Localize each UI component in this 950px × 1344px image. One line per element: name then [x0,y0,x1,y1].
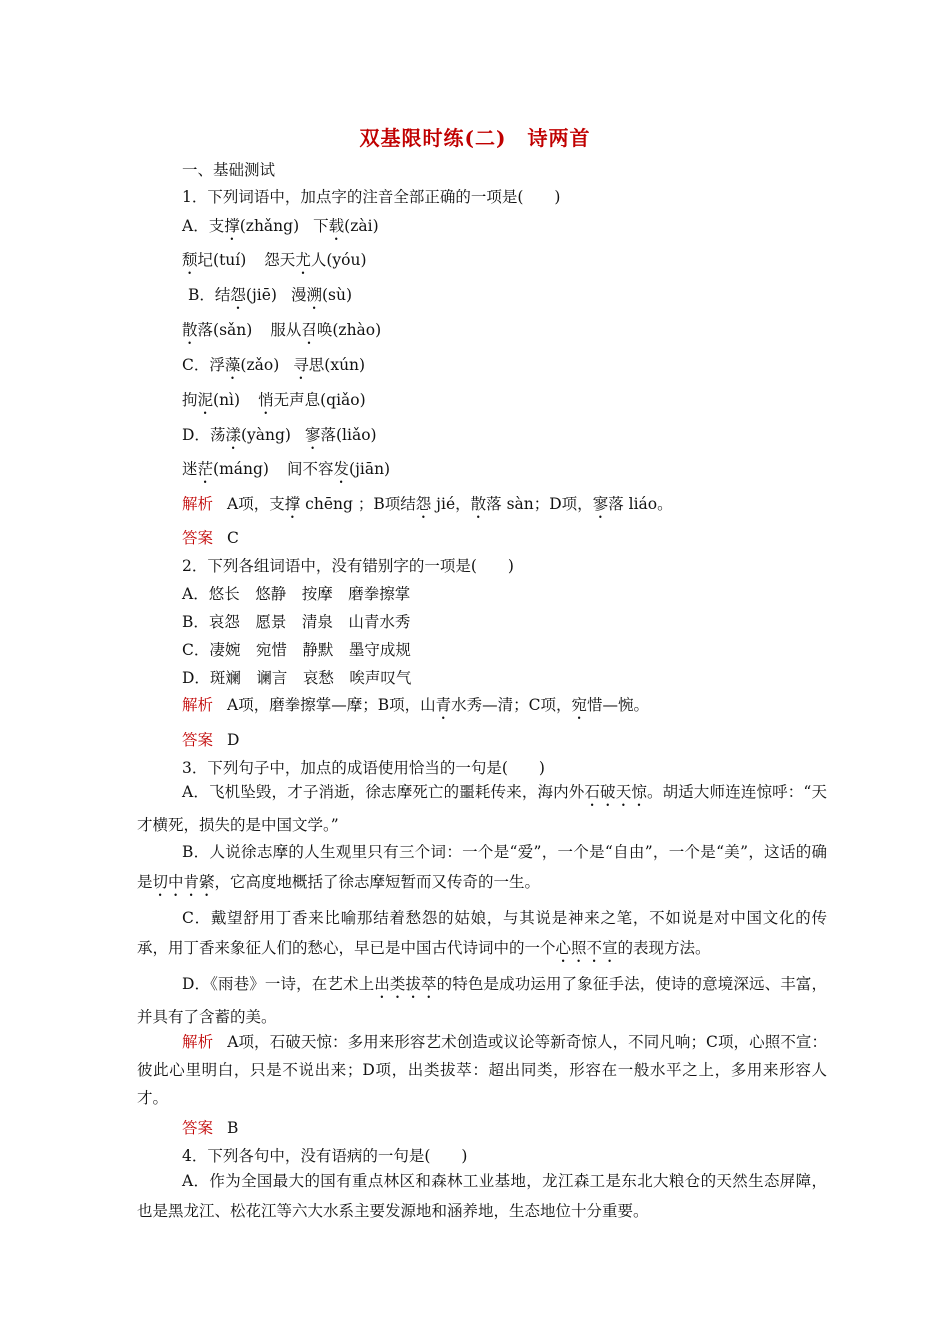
q1-option-d-line2: 迷茫(máng) 间不容发(jiān) [182,460,391,478]
q3-option-c: C．戴望舒用丁香来比喻那结着愁怨的姑娘，与其说是神来之笔，不如说是对中国文化的传承，用丁香来象征人们的愁心，早已是中国古代诗词中的一个心照不宣的表现方法。 [137,909,827,957]
section-heading: 一、基础测试 [182,161,276,179]
analysis-label: 解析 [182,495,214,513]
q1-option-b-line1: B．结怨(jiē) 漫溯(sù) [188,286,353,304]
q3-answer: 答案 B [182,1119,239,1137]
q1-stem: 1．下列词语中，加点字的注音全部正确的一项是( ) [182,188,561,206]
q2-option-b: B．哀怨 愿景 清泉 山青水秀 [182,613,411,631]
q1-option-c-line2: 拘泥(nì) 悄无声息(qiǎo) [182,391,366,409]
q1-option-a-line1: A．支撑(zhǎng) 下载(zài) [182,217,379,235]
q3-stem: 3．下列句子中，加点的成语使用恰当的一句是( ) [182,759,545,777]
analysis-label: 解析 [182,1033,214,1051]
answer-label: 答案 [182,1119,214,1137]
q2-option-a: A．悠长 悠静 按摩 磨拳擦掌 [182,585,411,603]
analysis-label: 解析 [182,696,214,714]
q1-answer: 答案 C [182,529,239,547]
q1-option-d-line1: D．荡漾(yàng) 寥落(liǎo) [182,426,377,444]
q4-option-a: A．作为全国最大的国有重点林区和森林工业基地，龙江森工是东北大粮仓的天然生态屏障，也是黑龙江、松花江等六大水系主要发源地和涵养地，生态地位十分重要。 [137,1172,827,1220]
q2-option-d: D．斑斓 谰言 哀愁 唉声叹气 [182,669,412,687]
q2-answer: 答案 D [182,731,240,749]
q1-option-a-line2: 颓圮(tuí) 怨天尤人(yóu) [182,251,367,269]
q1-analysis: 解析 A项，支撑 chēng ；B项结怨 jié，散落 sàn；D项，寥落 liáo。 [182,495,673,513]
q2-analysis: 解析 A项，磨拳擦掌—摩；B项，山青水秀—清；C项，宛惜—惋。 [182,696,650,714]
q2-stem: 2．下列各组词语中，没有错别字的一项是( ) [182,557,514,575]
q2-option-c: C．凄婉 宛惜 静默 墨守成规 [182,641,411,659]
q1-option-b-line2: 散落(sǎn) 服从召唤(zhào) [182,321,382,339]
q3-analysis: 解析 A项，石破天惊：多用来形容艺术创造或议论等新奇惊人，不同凡响；C项，心照不宣：彼此心里明白，只是不说出来；D项，出类拔萃：超出同类，形容在一般水平之上，多用来形容人才。 [137,1033,827,1107]
answer-label: 答案 [182,529,214,547]
answer-label: 答案 [182,731,214,749]
q4-stem: 4．下列各句中，没有语病的一句是( ) [182,1147,468,1165]
q3-option-a: A．飞机坠毁，才子消逝，徐志摩死亡的噩耗传来，海内外石破天惊。胡适大师连连惊呼：“天才横死，损失的是中国文学。” [137,783,827,834]
page-title: 双基限时练(二) 诗两首 [359,126,591,150]
q3-option-b: B．人说徐志摩的人生观里只有三个词：一个是“爱”，一个是“自由”，一个是“美”，这话的确是切中肯綮，它高度地概括了徐志摩短暂而又传奇的一生。 [137,843,827,891]
q3-option-d: D．《雨巷》一诗，在艺术上出类拔萃的特色是成功运用了象征手法，使诗的意境深远、丰富，并具有了含蓄的美。 [137,975,827,1026]
q1-option-c-line1: C．浮藻(zǎo) 寻思(xún) [182,356,366,374]
